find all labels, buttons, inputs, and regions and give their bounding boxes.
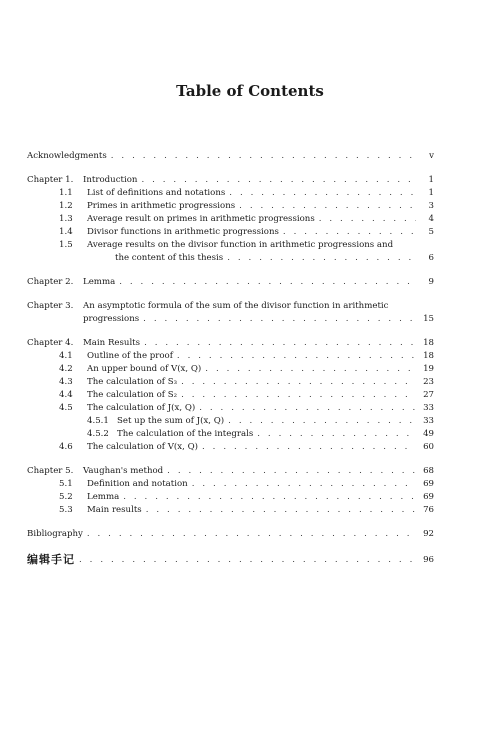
dot-leader — [239, 200, 416, 213]
toc-entry-editor-notes[interactable] — [27, 552, 434, 568]
dot-leader — [119, 276, 416, 289]
toc-label: 编辑手记 — [27, 553, 75, 566]
toc-label: Main Results — [83, 338, 141, 348]
toc-entry-chapter-3-line2[interactable] — [27, 313, 434, 326]
toc-label: Divisor functions in arithmetic progressions — [87, 227, 279, 237]
toc-label: Outline of the proof — [87, 351, 173, 361]
toc-label: Acknowledgments — [27, 151, 107, 161]
toc-page-number: 18 — [423, 351, 434, 361]
section-number: 1.3 — [59, 214, 73, 224]
section-number: 1.2 — [59, 201, 73, 211]
section-number: 1.1 — [59, 188, 73, 198]
toc-label: Definition and notation — [87, 479, 188, 489]
toc-page-number: 33 — [423, 403, 434, 413]
toc-entry-acknowledgments[interactable] — [27, 150, 434, 163]
toc-page-number: 19 — [423, 364, 434, 374]
dot-leader — [79, 552, 416, 568]
toc-entry-section-1-2[interactable] — [27, 200, 434, 213]
toc-page-number: 69 — [423, 479, 434, 489]
toc-page-number: 6 — [428, 253, 434, 263]
dot-leader — [181, 376, 416, 389]
toc-label: Bibliography — [27, 529, 83, 539]
toc-entry-section-1-1[interactable] — [27, 187, 434, 200]
toc-page-number: 27 — [423, 390, 434, 400]
section-number: 5.2 — [59, 492, 73, 502]
dot-leader — [257, 428, 416, 441]
toc-entry-bibliography[interactable] — [27, 528, 434, 541]
dot-leader — [141, 174, 416, 187]
toc-label: Lemma — [83, 277, 116, 287]
toc-label: Average results on the divisor function in arithmetic progressions and — [87, 240, 394, 250]
toc-label: Average result on primes in arithmetic progressions — [87, 214, 315, 224]
toc-label: Main results — [87, 505, 142, 515]
section-number: 4.3 — [59, 377, 73, 387]
section-number: 4.2 — [59, 364, 73, 374]
toc-page-number: 60 — [423, 442, 434, 452]
dot-leader — [146, 504, 416, 517]
toc-entry-section-1-3[interactable] — [27, 213, 434, 226]
toc-entry-chapter-1[interactable] — [27, 174, 434, 187]
toc-entry-subsection-4-5-1[interactable] — [27, 415, 434, 428]
toc-label: The calculation of the integrals — [117, 429, 254, 439]
chapter-number: Chapter 4. — [27, 338, 74, 348]
dot-leader — [202, 441, 416, 454]
dot-leader — [192, 478, 416, 491]
toc-page-number: 92 — [423, 529, 434, 539]
chapter-number: Chapter 1. — [27, 175, 74, 185]
toc-label: Primes in arithmetic progressions — [87, 201, 236, 211]
toc-page-number: 69 — [423, 492, 434, 502]
toc-entry-section-4-2[interactable] — [27, 363, 434, 376]
dot-leader — [143, 313, 416, 326]
toc-label: The calculation of V(x, Q) — [87, 442, 198, 452]
dot-leader — [177, 350, 416, 363]
toc-page-number: 23 — [423, 377, 434, 387]
toc-page-number: 33 — [423, 416, 434, 426]
toc-page-number: 15 — [423, 314, 434, 324]
page-title: Table of Contents — [176, 82, 324, 100]
dot-leader — [229, 187, 416, 200]
toc-page-number: 68 — [423, 466, 434, 476]
toc-label: The calculation of J(x, Q) — [87, 403, 196, 413]
toc-label-continued: the content of this thesis — [115, 253, 224, 263]
toc-label: Vaughan's method — [83, 466, 164, 476]
toc-page-number: 1 — [428, 188, 434, 198]
toc-label: An upper bound of V(x, Q) — [87, 364, 202, 374]
dot-leader — [181, 389, 416, 402]
dot-leader — [167, 465, 416, 478]
toc-label: Set up the sum of J(x, Q) — [117, 416, 225, 426]
toc-page-number: 76 — [423, 505, 434, 515]
toc-page-number: 3 — [428, 201, 434, 211]
toc-entry-section-4-6[interactable] — [27, 441, 434, 454]
toc-entry-section-1-5-line1[interactable] — [27, 239, 434, 252]
section-number: 4.5 — [59, 403, 73, 413]
section-number: 1.4 — [59, 227, 73, 237]
toc-entry-section-4-1[interactable] — [27, 350, 434, 363]
toc-page-number: 4 — [428, 214, 434, 224]
dot-leader — [199, 402, 416, 415]
toc-page-number: 5 — [428, 227, 434, 237]
toc-label: Introduction — [83, 175, 138, 185]
toc-label: Lemma — [87, 492, 120, 502]
section-number: 4.4 — [59, 390, 73, 400]
dot-leader — [228, 415, 416, 428]
subsection-number: 4.5.2 — [87, 429, 109, 439]
section-number: 4.6 — [59, 442, 73, 452]
toc-entry-section-5-2[interactable] — [27, 491, 434, 504]
toc-entry-section-4-5[interactable] — [27, 402, 434, 415]
toc-entry-section-5-3[interactable] — [27, 504, 434, 517]
dot-leader — [283, 226, 416, 239]
toc-entry-chapter-5[interactable] — [27, 465, 434, 478]
table-of-contents — [27, 150, 434, 568]
dot-leader — [227, 252, 416, 265]
toc-entry-chapter-3-line1[interactable] — [27, 300, 434, 313]
dot-leader — [205, 363, 416, 376]
chapter-number: Chapter 5. — [27, 466, 74, 476]
dot-leader — [123, 491, 416, 504]
chapter-number: Chapter 3. — [27, 301, 74, 311]
toc-entry-section-4-4[interactable] — [27, 389, 434, 402]
toc-entry-section-1-4[interactable] — [27, 226, 434, 239]
dot-leader — [319, 213, 416, 226]
toc-entry-section-5-1[interactable] — [27, 478, 434, 491]
toc-page-number: 18 — [423, 338, 434, 348]
section-number: 5.3 — [59, 505, 73, 515]
toc-page-number: 1 — [428, 175, 434, 185]
dot-leader — [87, 528, 416, 541]
toc-entry-chapter-4[interactable] — [27, 337, 434, 350]
dot-leader — [144, 337, 416, 350]
subsection-number: 4.5.1 — [87, 416, 109, 426]
toc-label: The calculation of S₂ — [87, 390, 178, 400]
section-number: 4.1 — [59, 351, 73, 361]
toc-entry-chapter-2[interactable] — [27, 276, 434, 289]
chapter-number: Chapter 2. — [27, 277, 74, 287]
toc-entry-section-4-3[interactable] — [27, 376, 434, 389]
toc-page-number: 96 — [423, 555, 434, 565]
toc-label: The calculation of S₃ — [87, 377, 178, 387]
toc-label: List of definitions and notations — [87, 188, 226, 198]
toc-label: An asymptotic formula of the sum of the divisor function in arithmetic — [83, 301, 389, 311]
toc-label-continued: progressions — [83, 314, 140, 324]
dot-leader — [111, 150, 416, 163]
toc-entry-subsection-4-5-2[interactable] — [27, 428, 434, 441]
toc-page-number: 9 — [428, 277, 434, 287]
toc-page-number: v — [429, 151, 434, 161]
section-number: 5.1 — [59, 479, 73, 489]
toc-page-number: 49 — [423, 429, 434, 439]
toc-entry-section-1-5-line2[interactable] — [27, 252, 434, 265]
section-number: 1.5 — [59, 240, 73, 250]
